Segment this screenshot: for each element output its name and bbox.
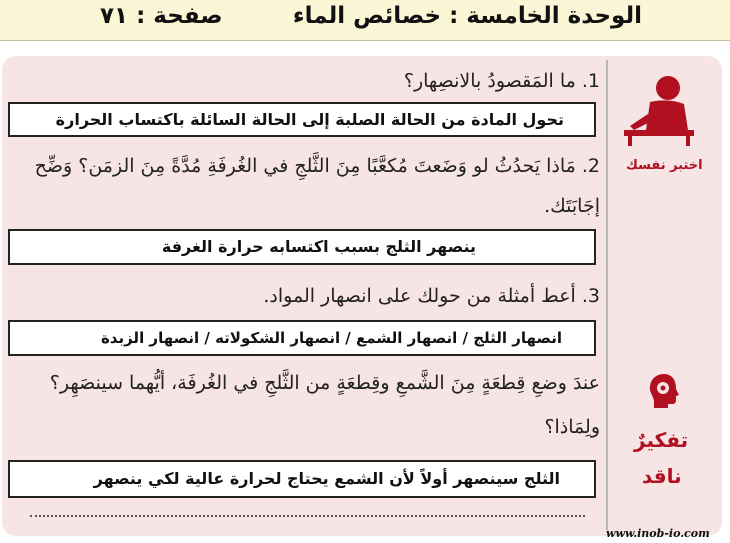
page-number: صفحة : ٧١	[100, 3, 223, 29]
person-writing-icon	[624, 72, 702, 152]
answer-text: انصهار الثلج / انصهار الشمع / انصهار الشكولاته / انصهار الزبدة	[100, 329, 562, 347]
question-number: 1.	[581, 70, 600, 92]
page-header	[0, 0, 730, 41]
question-text-line-1: مَاذا يَحدُثُ لو وَضَعتَ مُكعَّبًا مِنَ الثَّلجِ في الغُرفَةِ مُدَّةً مِنَ الزمَن؟ وَضِّح	[34, 155, 576, 177]
answer-text: ينصهر الثلج بسبب اكتسابه حرارة الغرفة	[161, 237, 476, 256]
question-text: أعط أمثلة من حولك على انصهار المواد.	[263, 285, 576, 307]
answer-text: تحول المادة من الحالة الصلبة إلى الحالة السائلة باكتساب الحرارة	[55, 110, 564, 129]
unit-title: الوحدة الخامسة : خصائص الماء	[292, 3, 642, 29]
dotted-line	[30, 515, 585, 517]
answer-box-3	[8, 320, 596, 356]
question-3	[263, 285, 600, 307]
test-yourself-label: اختبر نفسك	[626, 158, 703, 173]
answer-box-1	[8, 102, 596, 137]
answer-box-2	[8, 229, 596, 265]
question-2-line-2	[544, 195, 600, 217]
question-2	[35, 155, 600, 177]
footer-url: www.inob-io.com	[606, 527, 710, 540]
critical-thinking-label-1: تفكيرٌ	[634, 428, 689, 452]
critical-answer-box	[8, 460, 596, 498]
question-number: 3.	[581, 285, 600, 307]
question-text: ما المَقصودُ بالانصِهار؟	[403, 70, 576, 92]
head-gear-icon	[646, 372, 682, 410]
critical-question-line-2	[544, 416, 600, 438]
question-1	[404, 70, 600, 92]
question-text-line-2: إجَابَتَك.	[544, 195, 600, 217]
critical-text-line-2: ولِمَاذا؟	[544, 416, 600, 438]
column-divider	[606, 60, 608, 530]
critical-question	[50, 372, 600, 394]
critical-text-line-1: عندَ وضعِ قِطعَةٍ مِنَ الشَّمعِ وقِطعَةٍ من الثَّلجِ في الغُرفَة، أيُّهما سينصَهِر؟	[49, 372, 600, 394]
critical-thinking-label-2: ناقد	[642, 464, 682, 488]
sidebar	[612, 60, 718, 530]
answer-text: الثلج سينصهر أولاً لأن الشمع يحتاج لحرارة عالية لكي ينصهر	[93, 469, 560, 488]
question-number: 2.	[581, 155, 600, 177]
